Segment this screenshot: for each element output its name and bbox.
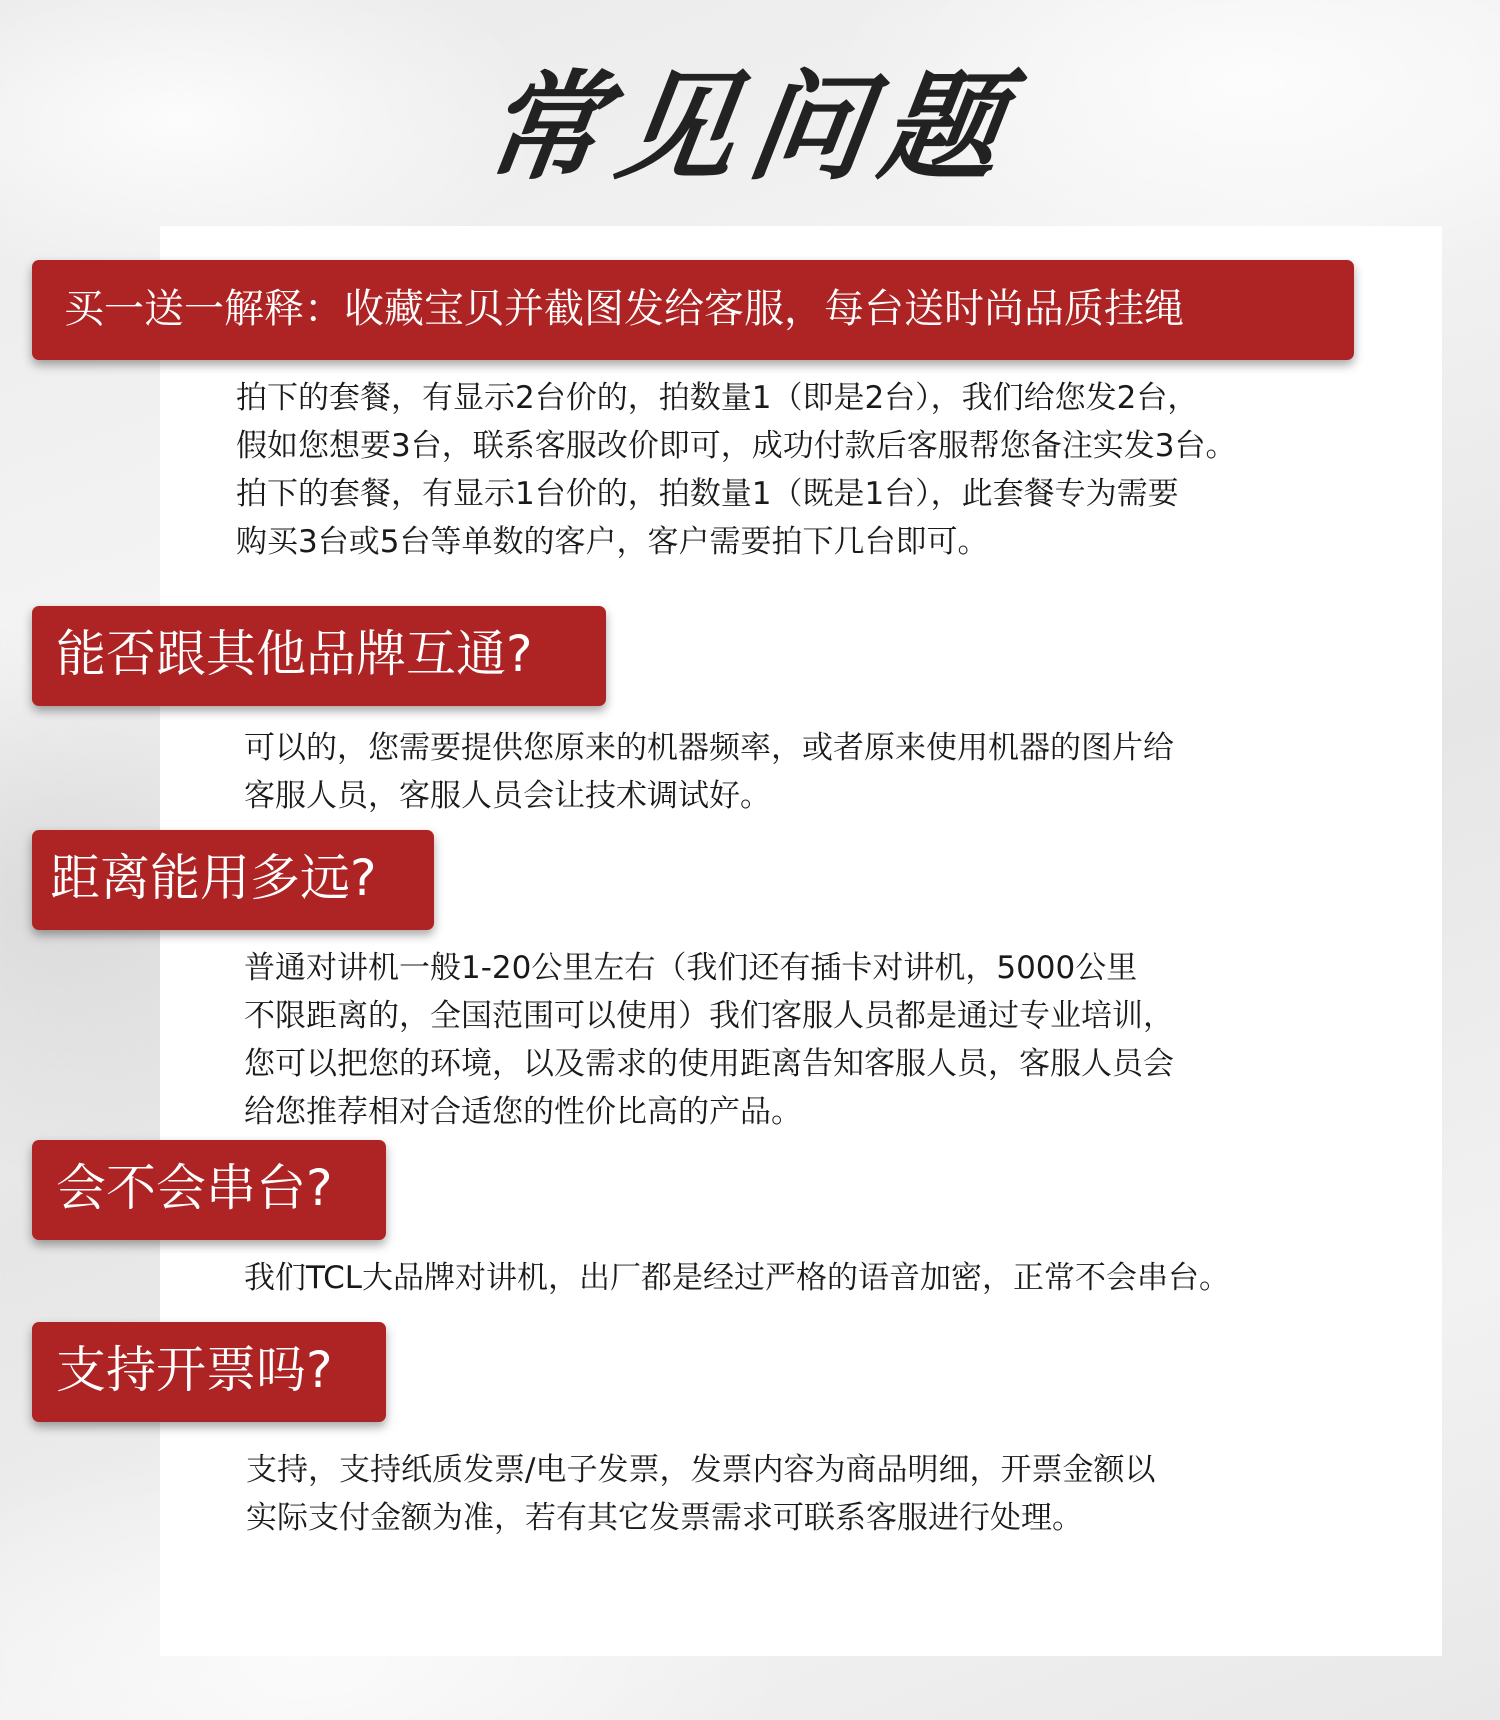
answer-line: 普通对讲机一般1-20公里左右（我们还有插卡对讲机，5000公里 (244, 950, 1138, 986)
answer-crosstalk (244, 1254, 1230, 1302)
answer-line: 假如您想要3台，联系客服改价即可，成功付款后客服帮您备注实发3台。 (236, 428, 1237, 464)
question-label-brand-compatibility (32, 606, 606, 706)
question-text: 能否跟其他品牌互通? (56, 625, 533, 683)
answer-range (244, 944, 1174, 1136)
question-text: 支持开票吗? (56, 1341, 333, 1399)
question-text: 会不会串台? (56, 1159, 333, 1217)
question-text: 买一送一解释：收藏宝贝并截图发给客服，每台送时尚品质挂绳 (64, 286, 1184, 332)
answer-line: 拍下的套餐，有显示1台价的，拍数量1（既是1台），此套餐专为需要 (236, 476, 1179, 512)
answer-line: 可以的，您需要提供您原来的机器频率，或者原来使用机器的图片给 (244, 730, 1174, 766)
question-label-invoice (32, 1322, 386, 1422)
answer-line: 支持，支持纸质发票/电子发票，发票内容为商品明细，开票金额以 (246, 1452, 1156, 1488)
answer-line: 给您推荐相对合适您的性价比高的产品。 (244, 1094, 802, 1130)
question-text: 距离能用多远? (50, 849, 377, 907)
answer-line: 实际支付金额为准，若有其它发票需求可联系客服进行处理。 (246, 1500, 1083, 1536)
answer-brand-compatibility (244, 724, 1174, 820)
answer-line: 客服人员，客服人员会让技术调试好。 (244, 778, 771, 814)
answer-line: 不限距离的，全国范围可以使用）我们客服人员都是通过专业培训， (244, 998, 1174, 1034)
question-label-buy-one-get-one (32, 260, 1354, 360)
answer-line: 购买3台或5台等单数的客户，客户需要拍下几台即可。 (236, 524, 989, 560)
answer-buy-one-get-one (236, 374, 1236, 566)
question-label-range (32, 830, 434, 930)
answer-line: 拍下的套餐，有显示2台价的，拍数量1（即是2台），我们给您发2台， (236, 380, 1199, 416)
answer-invoice (246, 1446, 1155, 1542)
answer-line: 我们TCL大品牌对讲机，出厂都是经过严格的语音加密，正常不会串台。 (244, 1260, 1231, 1296)
page-title: 常见问题 (476, 58, 1024, 196)
answer-line: 您可以把您的环境，以及需求的使用距离告知客服人员，客服人员会 (244, 1046, 1174, 1082)
question-label-crosstalk (32, 1140, 386, 1240)
